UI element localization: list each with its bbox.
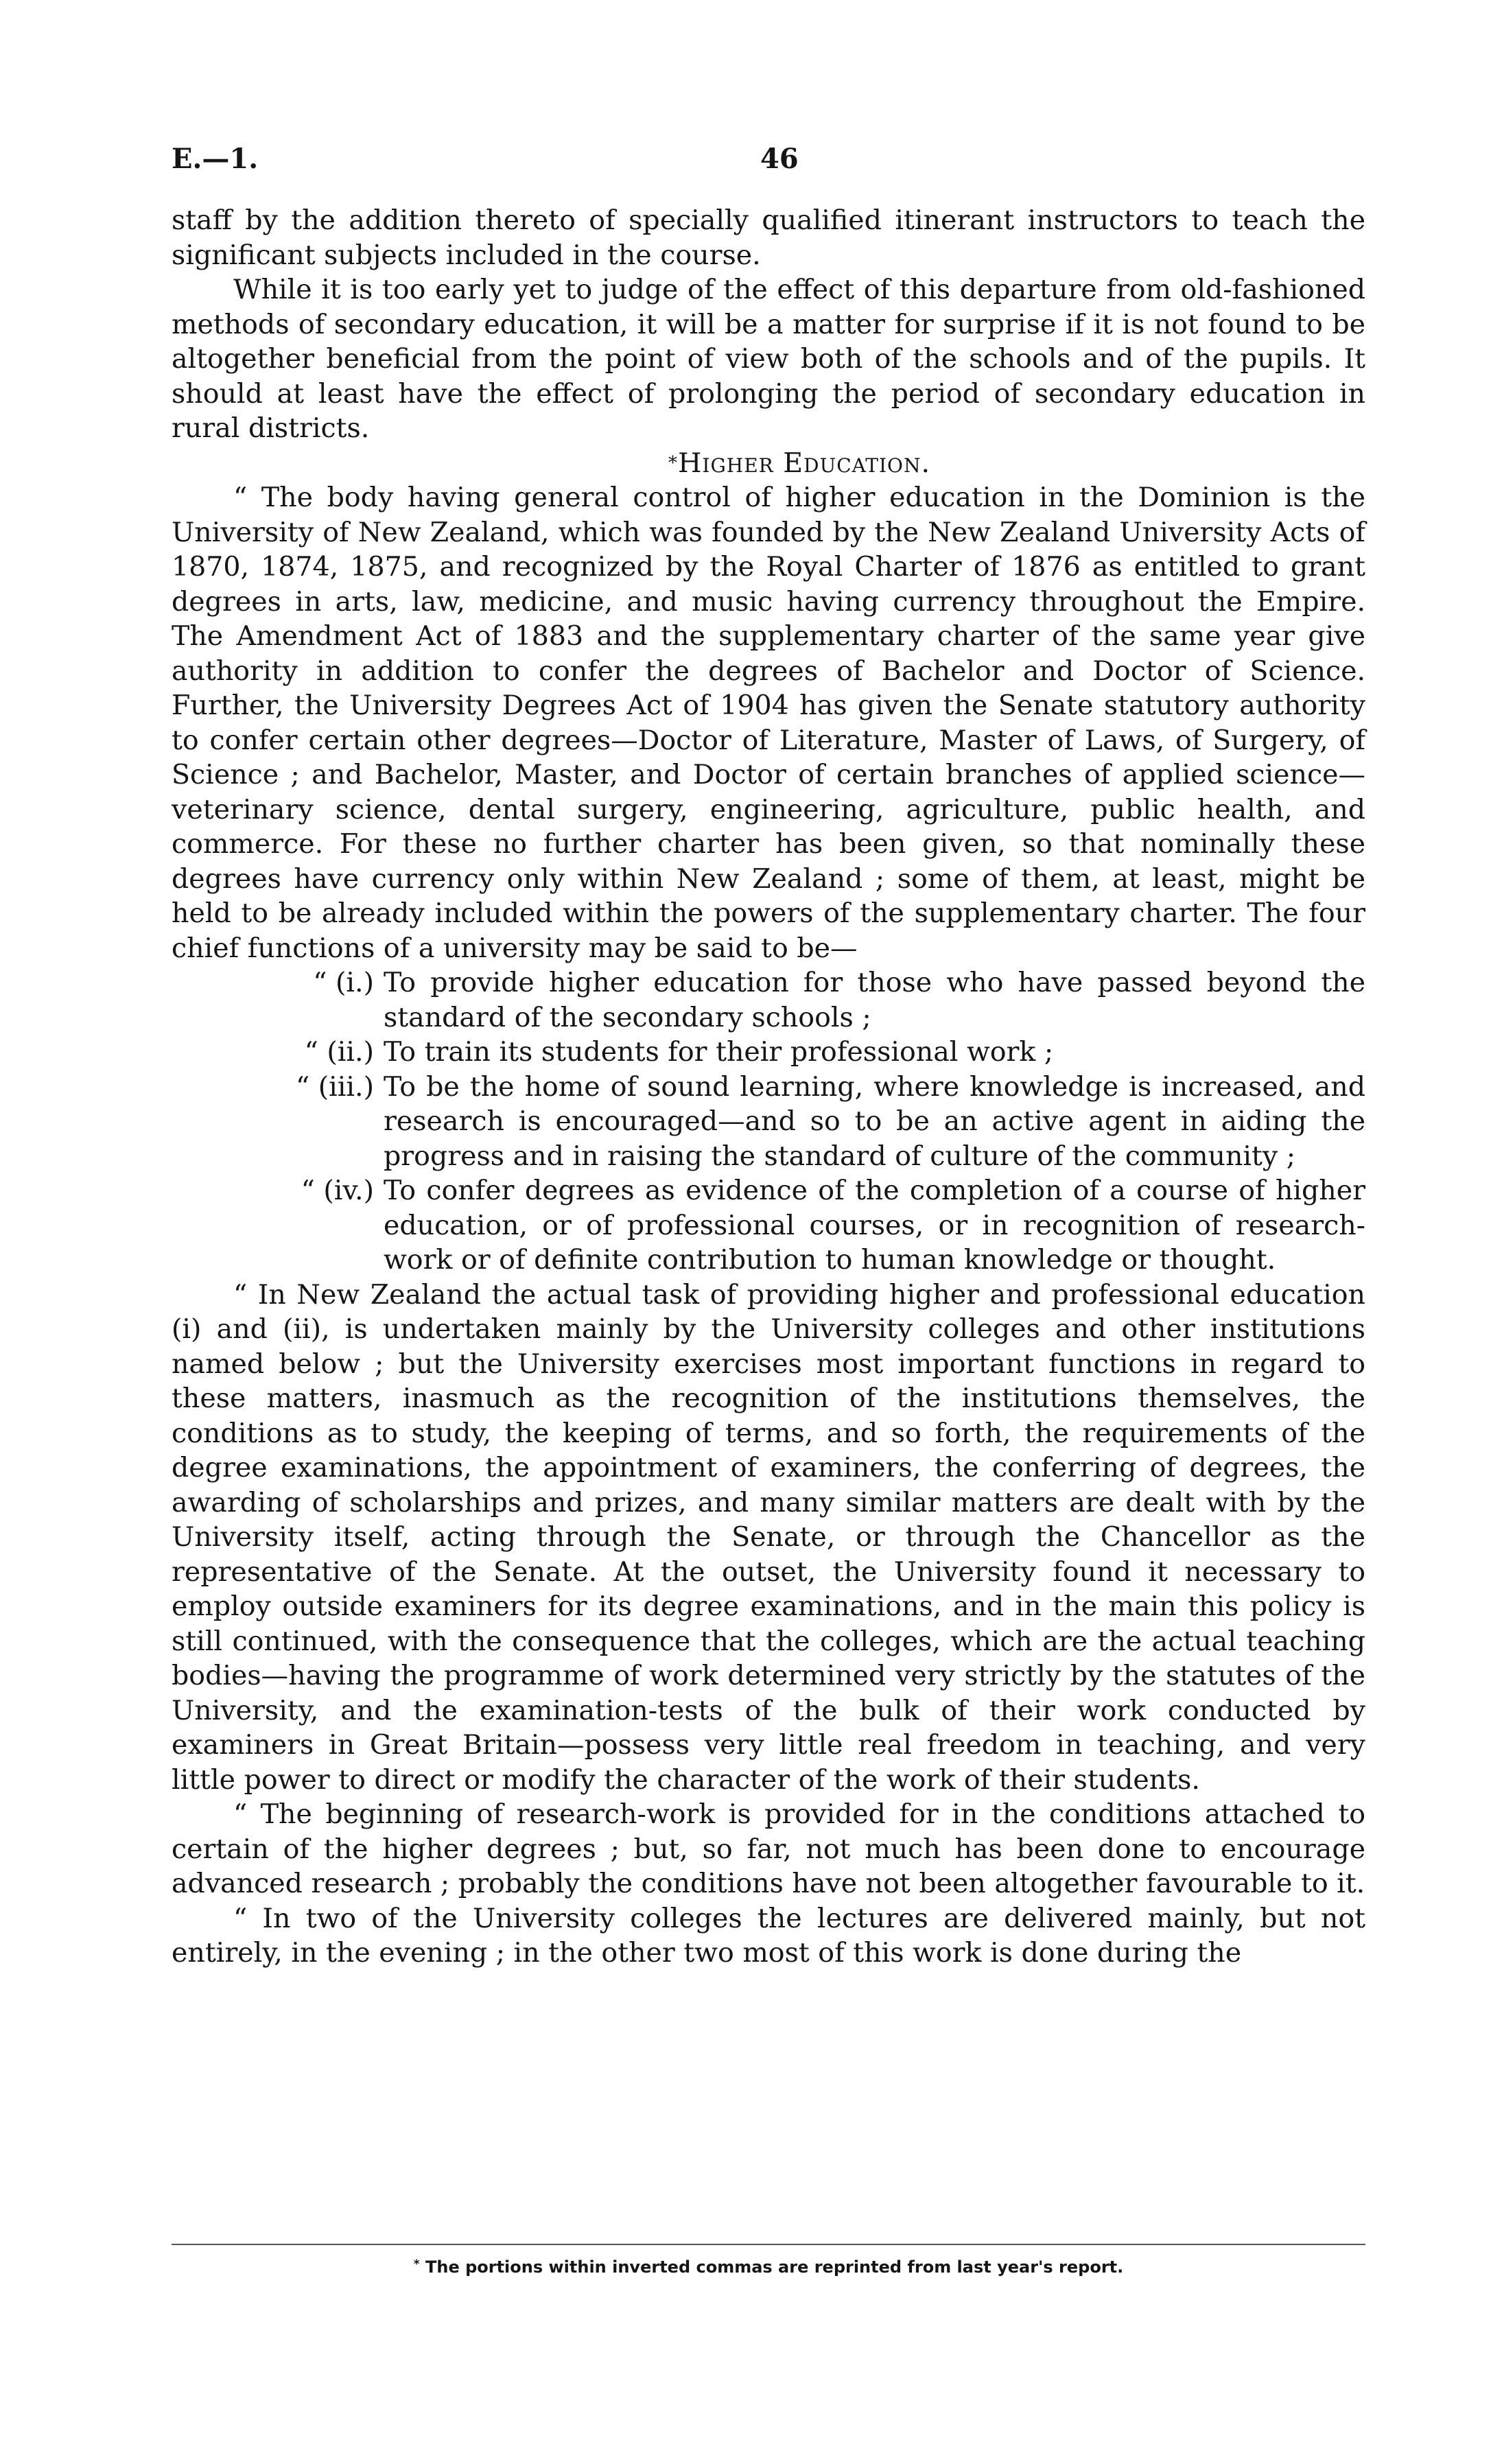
document-reference: E.—1. (172, 143, 259, 175)
footnote-text: The portions within inverted commas are reprinted from last year's report. (425, 2257, 1124, 2277)
section-heading (172, 446, 1365, 481)
list-item-number: “ (i.) (313, 967, 374, 998)
list-item-text: To confer degrees as evidence of the completion of a course of higher education, or of professional courses, or in recognition of research-work or of definite contribution to human knowledge or thought. (384, 1175, 1365, 1276)
list-item (172, 1070, 1365, 1174)
paragraph-lectures: “ In two of the University colleges the lectures are delivered mainly, but not entirely, in the evening ; in the other two most of this work is done during the (172, 1902, 1365, 1969)
paragraph-research-work: “ The beginning of research-work is provided for in the conditions attached to certain of the higher degrees ; but, so far, not much has been done to encourage advanced research ; probably the conditions have not been altogether favourable to it. (172, 1798, 1365, 1899)
list-item-text: To be the home of sound learning, where knowledge is increased, and research is encouraged—and so to be an active agent in aiding the progress and in raising the standard of culture of the community ; (384, 1070, 1365, 1172)
paragraph-new-zealand-task: “ In New Zealand the actual task of providing higher and professional education (i) and (ii), is undertaken mainly by the University colleges and other institutions named below ; but the University exercises most important functions in regard to these matters, inasmuch as the recognition of the institutions themselves, the conditions as to study, the keeping of terms, and so forth, the requirements of the degree examinations, the appointment of examiners, the conferring of degrees, the awarding of scholarships and prizes, and many similar matters are dealt with by the University itself, acting through the Senate, or through the Chancellor as the representative of the Senate. At the outset, the University found it necessary to employ outside examiners for its degree examinations, and in the main this policy is still continued, with the consequence that the colleges, which are the actual teaching bodies—having the programme of work determined very strictly by the statutes of the University, and the examination-tests of the bulk of their work conducted by examiners in Great Britain—possess very little real freedom in teaching, and very little power to direct or modify the character of the work of their students. (172, 1278, 1365, 1796)
section-heading-text: Higher Education. (677, 447, 931, 479)
paragraph-university-control: “ The body having general control of higher education in the Dominion is the University of New Zealand, which was founded by the New Zealand University Acts of 1870, 1874, 1875, and recognized by the Royal Charter of 1876 as entitled to grant degrees in arts, law, medicine, and music having currency throughout the Empire. The Amendment Act of 1883 and the supplementary charter of the same year give authority in addition to confer the degrees of Bachelor and Doctor of Science. Further, the University Degrees Act of 1904 has given the Senate statutory authority to confer certain other degrees—Doctor of Literature, Master of Laws, of Surgery, of Science ; and Bachelor, Master, and Doctor of certain branches of applied science—veterinary science, dental surgery, engineering, agriculture, public health, and commerce. For these no further charter has been given, so that nominally these degrees have currency only within New Zealand ; some of them, at least, might be held to be already included within the powers of the supplementary charter. The four chief functions of a university may be said to be— (172, 482, 1365, 964)
list-item (172, 1035, 1365, 1070)
list-item-number: “ (iv.) (301, 1175, 374, 1206)
list-item (172, 965, 1365, 1035)
university-functions-list (172, 965, 1365, 1278)
list-item-text: To provide higher education for those who have passed beyond the standard of the secondary schools ; (384, 967, 1365, 1033)
body-text (172, 203, 1365, 1971)
list-item-text: To train its students for their professional work ; (384, 1036, 1054, 1068)
list-item-number: “ (ii.) (304, 1036, 374, 1068)
footnote-divider (172, 2244, 1365, 2245)
paragraph-intro-continuation: staff by the addition thereto of specially qualified itinerant instructors to teach the significant subjects included in the course. (172, 204, 1365, 271)
footnote-marker: * (668, 452, 678, 473)
list-item (172, 1173, 1365, 1278)
footnote (172, 2257, 1365, 2277)
paragraph-secondary-education: While it is too early yet to judge of the effect of this departure from old-fashioned methods of secondary education, it will be a matter for surprise if it is not found to be altogether beneficial from the point of view both of the schools and of the pupils. It should at least have the effect of prolonging the period of secondary education in rural districts. (172, 274, 1365, 444)
page-header (172, 143, 1365, 184)
footnote-marker: * (413, 2257, 420, 2271)
list-item-number: “ (iii.) (295, 1070, 374, 1103)
page-number: 46 (760, 143, 799, 175)
